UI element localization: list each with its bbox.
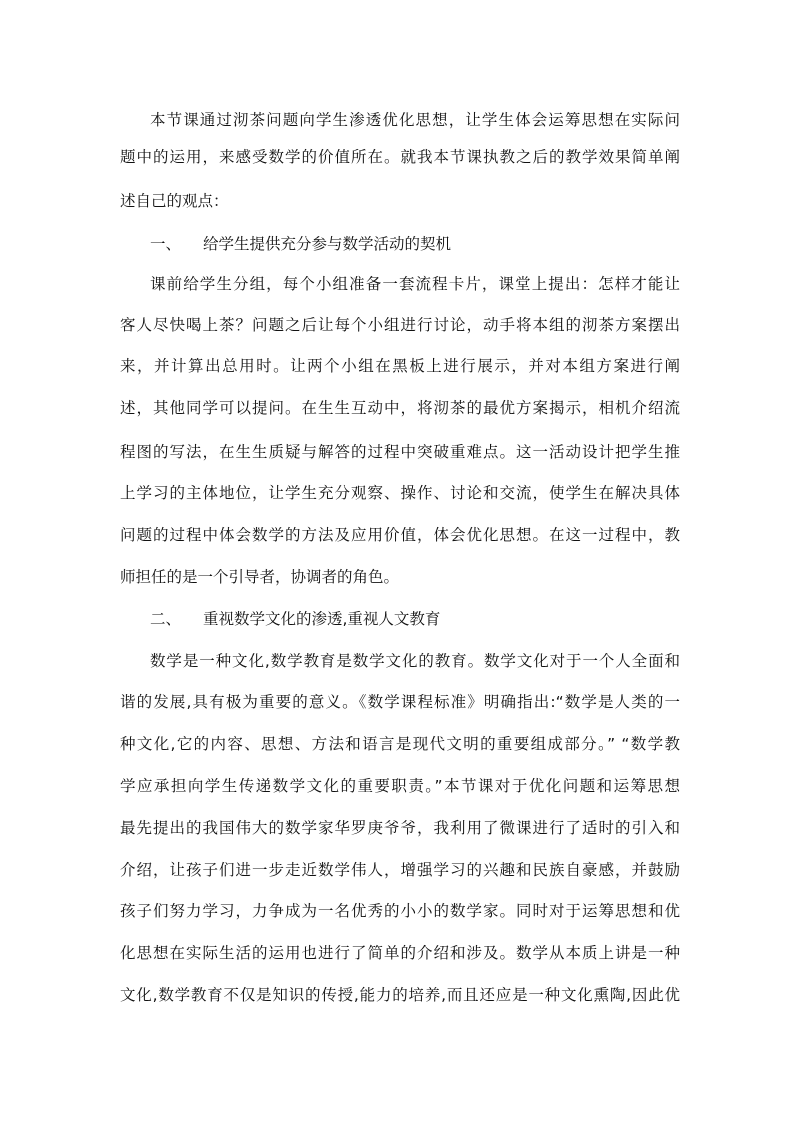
- section-2-line-3: 种文化,它的内容、思想、方法和语言是现代文明的重要组成部分。” “数学教: [120, 735, 680, 753]
- section-1-line-3: 来，并计算出总用时。让两个小组在黑板上进行展示，并对本组方案进行阐: [120, 357, 680, 375]
- section-2-line-7: 孩子们努力学习，力争成为一名优秀的小小的数学家。同时对于运筹思想和优: [120, 902, 680, 920]
- section-2-number: 二、: [150, 610, 182, 628]
- section-2-line-5: 最先提出的我国伟大的数学家华罗庚爷爷，我利用了微课进行了适时的引入和: [120, 819, 680, 837]
- section-2-line-8: 化思想在实际生活的运用也进行了简单的介绍和涉及。数学从本质上讲是一种: [120, 944, 680, 962]
- section-2-line-9: 文化,数学教育不仅是知识的传授,能力的培养,而且还应是一种文化熏陶,因此优: [120, 986, 680, 1004]
- intro-line-2: 题中的运用，来感受数学的价值所在。就我本节课执教之后的教学效果简单阐: [120, 148, 680, 166]
- section-1-line-5: 程图的写法，在生生质疑与解答的过程中突破重难点。这一活动设计把学生推: [120, 443, 680, 461]
- intro-line-1: 本节课通过沏茶问题向学生渗透优化思想，让学生体会运筹思想在实际问: [150, 111, 680, 129]
- section-1-line-6: 上学习的主体地位，让学生充分观察、操作、讨论和交流，使学生在解决具体: [120, 484, 680, 502]
- section-2-line-1: 数学是一种文化,数学教育是数学文化的教育。数学文化对于一个人全面和: [150, 652, 680, 670]
- section-1-title: 给学生提供充分参与数学活动的契机: [203, 235, 452, 253]
- section-2-title: 重视数学文化的渗透,重视人文教育: [203, 610, 441, 628]
- section-2-line-4: 学应承担向学生传递数学文化的重要职责。”本节课对于优化问题和运筹思想: [120, 777, 680, 795]
- section-1-line-2: 客人尽快喝上茶？问题之后让每个小组进行讨论，动手将本组的沏茶方案摆出: [120, 316, 680, 334]
- section-1-number: 一、: [150, 235, 182, 253]
- section-1-line-8: 师担任的是一个引导者，协调者的角色。: [120, 568, 400, 586]
- intro-line-3: 述自己的观点：: [120, 192, 229, 210]
- section-2-line-6: 介绍，让孩子们进一步走近数学伟人，增强学习的兴趣和民族自豪感，并鼓励: [120, 861, 680, 879]
- section-2-line-2: 谐的发展,具有极为重要的意义。《数学课程标准》明确指出:“数学是人类的一: [120, 693, 680, 711]
- section-1-line-4: 述，其他同学可以提问。在生生互动中，将沏茶的最优方案揭示，相机介绍流: [120, 399, 680, 417]
- section-1-line-7: 问题的过程中体会数学的方法及应用价值，体会优化思想。在这一过程中，教: [120, 526, 680, 544]
- section-1-line-1: 课前给学生分组，每个小组准备一套流程卡片，课堂上提出：怎样才能让: [150, 275, 680, 293]
